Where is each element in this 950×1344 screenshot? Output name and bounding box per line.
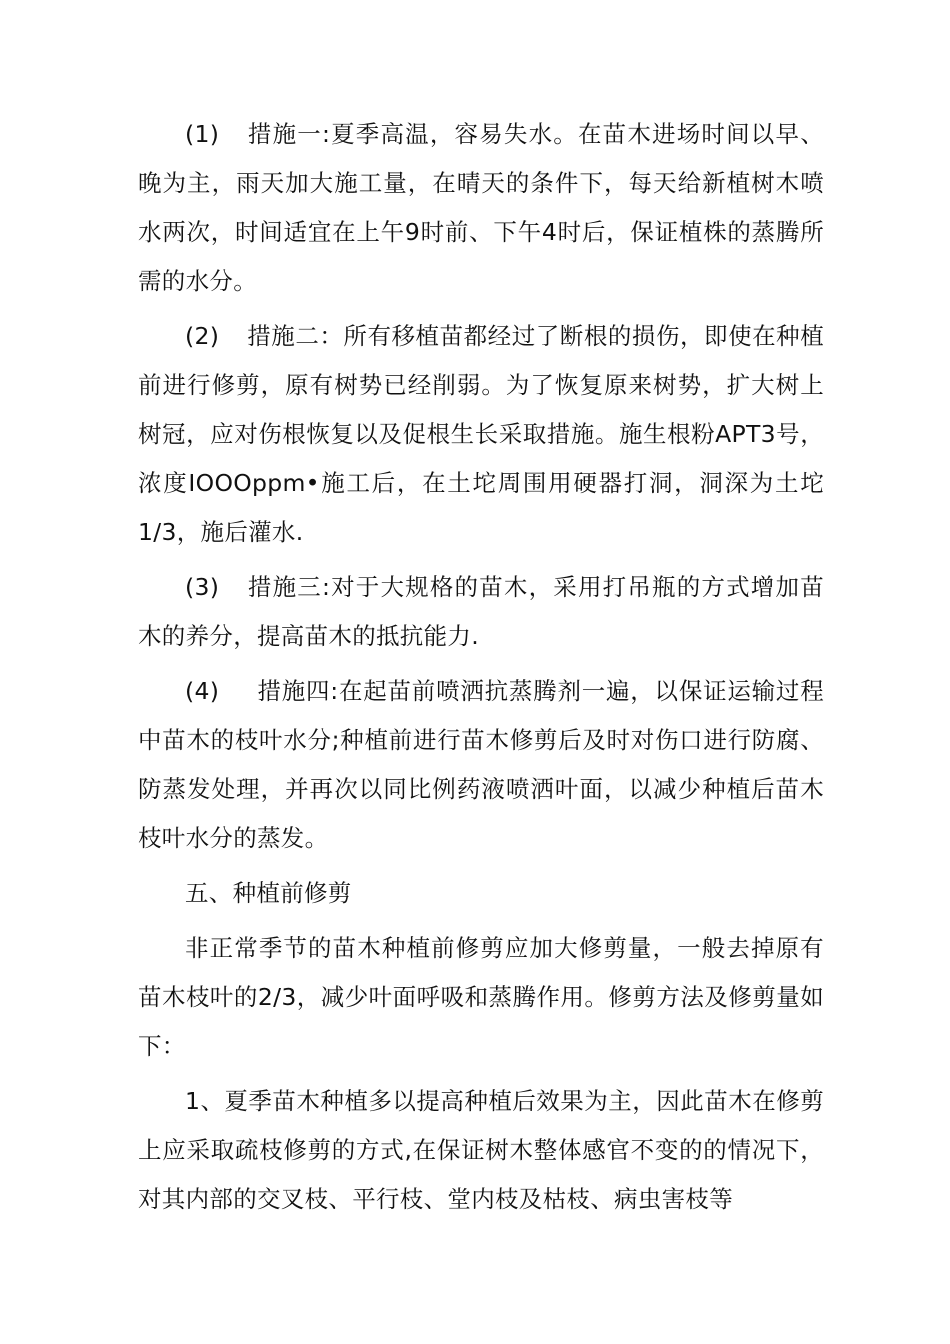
measure-paragraph-2 bbox=[138, 312, 824, 557]
body-paragraph: 非正常季节的苗木种植前修剪应加大修剪量，一般去掉原有苗木枝叶的2/3，减少叶面呼吸和蒸腾作用。修剪方法及修剪量如下： bbox=[138, 934, 824, 1060]
measure-text-2: 措施二：所有移植苗都经过了断根的损伤，即使在种植前进行修剪，原有树势已经削弱。为了恢复原来树势，扩大树上树冠，应对伤根恢复以及促根生长采取措施。施生根粉APT3号，浓度IOOOppm•施工后，在土坨周围用硬器打洞，洞深为土坨1/3，施后灌水. bbox=[138, 322, 824, 546]
section-heading: 五、种植前修剪 bbox=[185, 879, 352, 907]
item-paragraph-1: 1、夏季苗木种植多以提高种植后效果为主，因此苗木在修剪上应采取疏枝修剪的方式,在保证树木整体感官不变的的情况下，对其内部的交叉枝、平行枝、堂内枝及枯枝、病虫害枝等 bbox=[138, 1087, 824, 1213]
measure-paragraph-3 bbox=[138, 563, 824, 661]
measure-number-2: (2) bbox=[185, 322, 220, 350]
measure-text-4: 措施四:在起苗前喷洒抗蒸腾剂一遍，以保证运输过程中苗木的枝叶水分;种植前进行苗木修剪后及时对伤口进行防腐、防蒸发处理，并再次以同比例药液喷洒叶面，以减少种植后苗木枝叶水分的蒸发。 bbox=[138, 677, 824, 852]
measure-paragraph-4 bbox=[138, 667, 824, 863]
measure-number-1: (1) bbox=[185, 120, 220, 148]
measure-number-3: (3) bbox=[185, 573, 220, 601]
measure-text-1: 措施一:夏季高温，容易失水。在苗木进场时间以早、晚为主，雨天加大施工量，在晴天的条件下，每天给新植树木喷水两次，时间适宜在上午9时前、下午4时后，保证植株的蒸腾所需的水分。 bbox=[138, 120, 824, 295]
document-body bbox=[138, 110, 824, 1224]
measure-paragraph-1 bbox=[138, 110, 824, 306]
measure-text-3: 措施三:对于大规格的苗木，采用打吊瓶的方式增加苗木的养分，提高苗木的抵抗能力. bbox=[138, 573, 824, 650]
measure-number-4: (4) bbox=[185, 677, 220, 705]
